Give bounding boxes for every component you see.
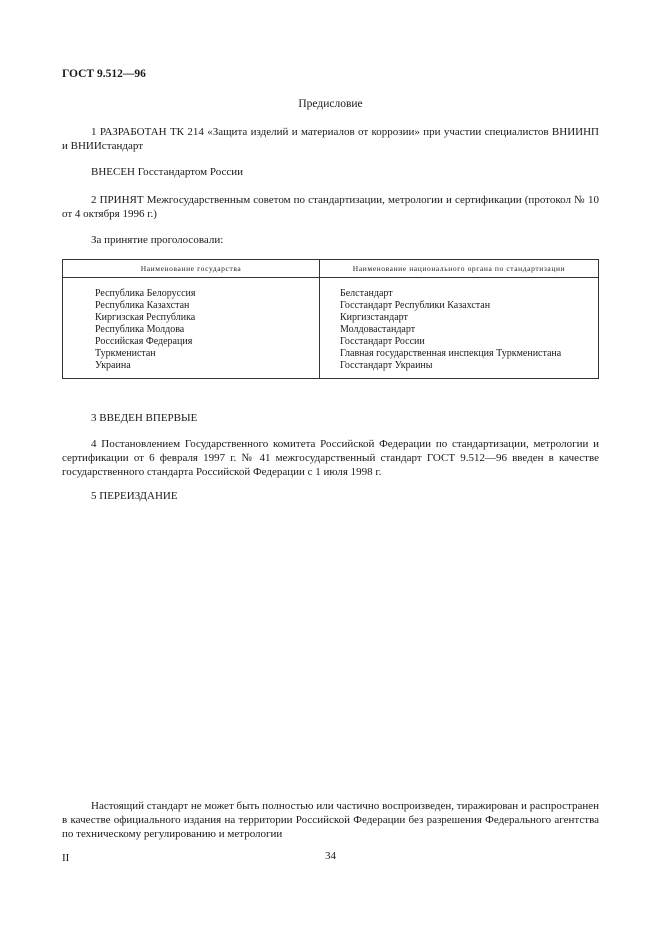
- table-header-state: Наименование государства: [63, 260, 320, 278]
- state-name: Туркменистан: [95, 348, 156, 359]
- body-name: Белстандарт: [340, 288, 393, 299]
- body-name: Молдовастандарт: [340, 324, 416, 335]
- body-name: Госстандарт России: [340, 336, 425, 347]
- table-header-row: [63, 260, 599, 278]
- paragraph-resolution: 4 Постановлением Государственного комитета Российской Федерации по стандартизации, метрологии и сертификации от 6 февраля 1997 г. № 41 межгосударственный стандарт ГОСТ 9.512—96 введен в качестве государственного стандарта Российской Федерации с 1 июля 1998 г.: [62, 438, 599, 478]
- body-name: Главная государственная инспекция Туркменистана: [340, 348, 562, 359]
- state-name: Украина: [95, 360, 131, 371]
- paragraph-first-introduced: 3 ВВЕДЕН ВПЕРВЫЕ: [91, 412, 198, 424]
- document-id: ГОСТ 9.512—96: [62, 68, 146, 80]
- paragraph-introduced: ВНЕСЕН Госстандартом России: [91, 166, 244, 178]
- state-name: Республика Молдова: [95, 324, 185, 335]
- state-column: [63, 278, 320, 379]
- state-name: Республика Белоруссия: [95, 288, 196, 299]
- body-column: [320, 278, 599, 379]
- paragraph-developed: 1 РАЗРАБОТАН ТК 214 «Защита изделий и материалов от коррозии» при участии специалистов ВНИИНП и ВНИИстандарт: [62, 126, 599, 152]
- voting-table: [62, 259, 599, 379]
- paragraph-reissue: 5 ПЕРЕИЗДАНИЕ: [91, 490, 178, 502]
- section-heading: Предисловие: [298, 98, 363, 110]
- table-row: [63, 278, 599, 379]
- body-name: Госстандарт Украины: [340, 360, 433, 371]
- copyright-notice: Настоящий стандарт не может быть полностью или частично воспроизведен, тиражирован и распространен в качестве официального издания на территории Российской Федерации без разрешения Федерального агентства по техническому регулированию и метрологии: [62, 800, 599, 840]
- body-name: Киргизстандарт: [340, 312, 408, 323]
- body-name: Госстандарт Республики Казахстан: [340, 300, 491, 311]
- roman-page-number: II: [62, 852, 70, 864]
- state-name: Российская Федерация: [95, 336, 193, 347]
- table-header-body: Наименование национального органа по стандартизации: [320, 260, 599, 278]
- page-number: 34: [325, 850, 336, 862]
- state-name: Республика Казахстан: [95, 300, 190, 311]
- paragraph-adopted: 2 ПРИНЯТ Межгосударственным советом по стандартизации, метрологии и сертификации (протокол № 10 от 4 октября 1996 г.): [62, 194, 599, 220]
- state-name: Киргизская Республика: [95, 312, 196, 323]
- paragraph-voted: За принятие проголосовали:: [91, 234, 224, 246]
